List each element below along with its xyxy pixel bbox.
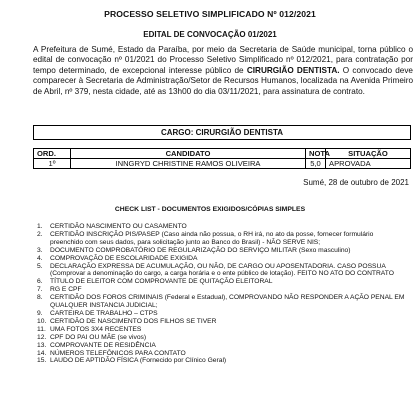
cargo-table [33,125,411,140]
paragraph-bold-role: CIRURGIÃO DENTISTA. [246,65,340,75]
list-item [37,278,407,286]
list-item [37,247,407,255]
table-header-row [34,149,411,159]
list-item-number: 3. [37,246,43,254]
list-item-text: TÍTULO DE ELEITOR COM COMPROVANTE DE QUITAÇÃO ELEITORAL [50,278,273,286]
list-item-number: 4. [37,254,43,262]
list-item-text: CPF DO PAI OU MÃE (se vivos) [50,333,147,341]
cell-situacao: APROVADA [326,159,411,169]
list-item-text: CERTIDÃO DE NASCIMENTO DOS FILHOS SE TIVER [50,317,217,325]
list-item-text: NÚMEROS TELEFÔNICOS PARA CONTATO [50,349,186,357]
checklist-title: CHECK LIST - DOCUMENTOS EXIGIDOS/CÓPIAS SIMPLES [114,206,306,213]
list-item-number: 9. [37,309,43,317]
list-item [37,334,407,342]
list-item-text: COMPROVAÇÃO DE ESCOLARIDADE EXIGIDA [50,254,198,262]
list-item [37,263,407,279]
convocation-paragraph [33,45,413,97]
list-item-number: 2. [37,230,43,238]
list-item-number: 11. [37,325,46,333]
document-title: PROCESSO SELETIVO SIMPLIFICADO Nº 012/2021 [104,9,316,19]
document-subtitle: EDITAL DE CONVOCAÇÃO 01/2021 [143,30,277,39]
list-item-number: 1. [37,223,43,230]
list-item-text: UMA FOTOS 3X4 RECENTES [50,325,142,333]
cell-nota: 5,0 [306,159,326,169]
paragraph-text-1: A Prefeitura de Sumé, Estado da Paraíba, por meio da Secretaria de Saúde municipal, torna público o edital de convocação nº 01/2021 do Processo Seletivo Simplificado nº 012/2021, para contratação por tempo determinado, de excepcional interesse público de [33,45,413,75]
cell-ord: 1º [34,159,71,169]
list-item [37,357,407,365]
header-situacao: SITUAÇÃO [326,149,411,159]
list-item [37,342,407,350]
list-item [37,286,407,294]
list-item-text: CARTEIRA DE TRABALHO – CTPS [50,309,158,317]
list-item [37,310,407,318]
list-item-number: 10. [37,317,47,325]
list-item-number: 12. [37,333,47,341]
candidates-table [33,148,411,169]
list-item-text: DECLARAÇÃO EXPRESSA DE ACUMULAÇÃO, OU NÃO, DE CARGO OU APOSENTADORIA. CASO POSSUA (Comprovar a denominação do cargo, a carga horária e o ente público de lotação). FEITO NO ATO DO CONTRATO [50,262,394,278]
list-item-text: CERTIDÃO DOS FOROS CRIMINAIS (Federal e Estadual), COMPROVANDO NÃO RESPONDER A AÇÃO PENAL EM QUALQUER INSTANCIA JUDICIAL; [50,294,405,310]
document-date: Sumé, 28 de outubro de 2021 [303,178,409,187]
list-item-text: RG E CPF [50,286,82,294]
list-item [37,326,407,334]
checklist [37,223,407,365]
paragraph-text-2: O convocado deve comparecer à Secretaria de Administração/Setor de Recursos Humanos, localizada na Avenida Primeiro de Abril, nº 379, nesta cidade, até as 13h00 do dia 03/11/2021, para assinatura de contrato. [33,65,413,96]
list-item-number: 15. [37,357,47,365]
list-item [37,294,407,310]
list-item-text: CERTIDÃO NASCIMENTO OU CASAMENTO [50,223,187,230]
list-item-number: 7. [37,286,43,294]
cell-candidato: INNGRYD CHRISTINE RAMOS OLIVEIRA [71,159,306,169]
cargo-header: CARGO: CIRURGIÃO DENTISTA [34,126,411,140]
list-item-text: CERTIDÃO INSCRIÇÃO PIS/PASEP (Caso ainda não possua, o RH irá, no ato da posse, fornecer formulário preenchido com seus dados, para solicitação junto ao Banco do Brasil) - NÃO SERVE NIS; [50,230,374,246]
list-item [37,223,407,231]
list-item [37,255,407,263]
list-item-text: COMPROVANTE DE RESIDÊNCIA [50,341,156,349]
header-nota: NOTA [306,149,326,159]
list-item-number: 5. [37,262,43,270]
list-item [37,231,407,247]
list-item-number: 6. [37,278,43,286]
header-candidato: CANDIDATO [71,149,306,159]
list-item-text: LAUDO DE APTIDÃO FÍSICA (Fornecido por Clínico Geral) [50,357,227,365]
list-item-text: DOCUMENTO COMPROBATÓRIO DE REGULARIZAÇÃO DO SERVIÇO MILITAR (Sexo masculino) [50,246,351,254]
list-item-number: 8. [37,294,43,302]
table-row [34,159,411,169]
list-item [37,318,407,326]
list-item-number: 13. [37,341,47,349]
header-ord: ORD. [34,149,71,159]
list-item-number: 14. [37,349,47,357]
